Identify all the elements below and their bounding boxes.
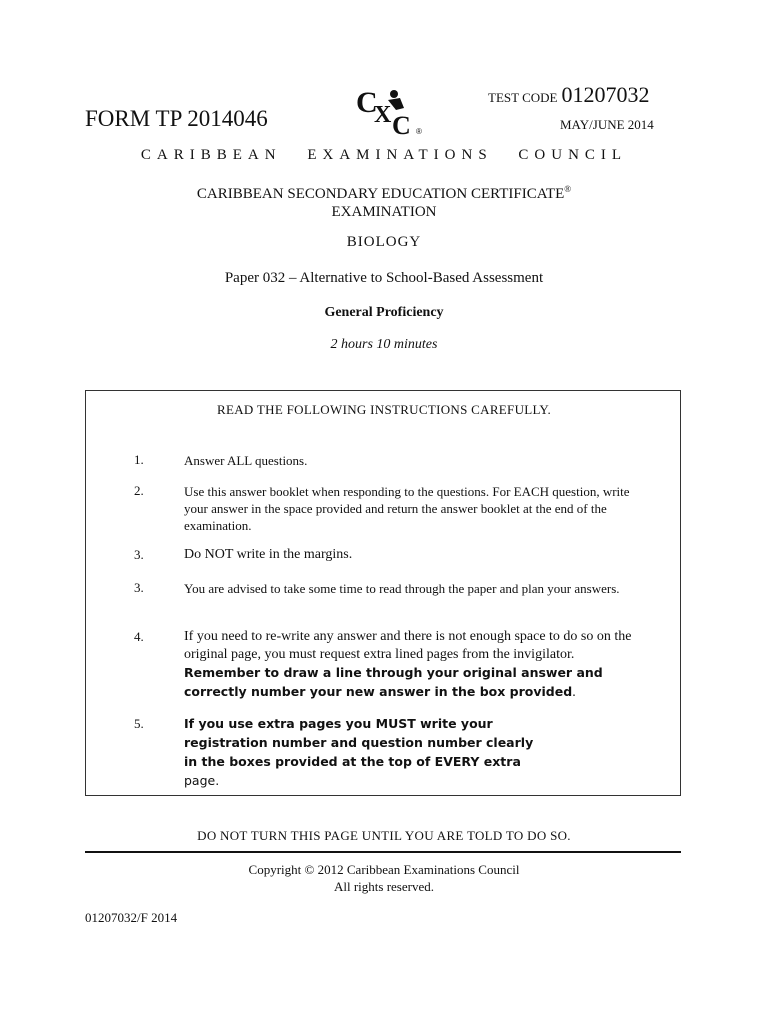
test-code-number: 01207032 [561,82,650,107]
do-not-turn-warning: DO NOT TURN THIS PAGE UNTIL YOU ARE TOLD TO DO SO. [197,828,571,843]
instruction-text: Use this answer booklet when responding to the questions. For EACH question, write your answer in the space provided and return the answer booklet at the end of the examination. [184,484,630,533]
instruction-block [184,628,636,702]
instruction-bold-text: Remember to draw a line through your original answer and correctly number your new answer in the box provided [184,665,603,699]
paper-title: Paper 032 – Alternative to School-Based Assessment [224,270,544,286]
rights-text: All rights reserved. [333,879,434,894]
logo-figure-head [390,90,398,98]
instruction-text: If you need to re-write any answer and there is not enough space to do so on the original page, you must request extra lined pages from the invigilator. [184,629,632,662]
logo-registered-mark: ® [416,127,422,136]
instruction-end: page. [184,773,220,788]
proficiency-level: General Proficiency [324,305,444,320]
registered-mark: ® [564,184,572,194]
instruction-number: 3. [134,547,144,562]
paper-code: 01207032/F 2014 [85,910,178,925]
divider [85,851,681,853]
instruction-number: 2. [134,483,144,498]
exam-date: MAY/JUNE 2014 [560,117,654,132]
instruction-number: 5. [134,716,144,731]
instruction-block [184,715,536,791]
council-name: CARIBBEAN EXAMINATIONS COUNCIL [140,147,628,163]
instruction-text: Answer ALL questions. [184,453,308,468]
instructions-title: READ THE FOLLOWING INSTRUCTIONS CAREFULLY. [216,402,551,417]
instruction-number: 1. [134,452,144,467]
copyright-text: Copyright © 2012 Caribbean Examinations Council [248,862,520,877]
certificate-line-2: EXAMINATION [331,204,437,220]
instruction-text: You are advised to take some time to read through the paper and plan your answers. [184,581,620,596]
instruction-bold-text: If you use extra pages you MUST write your registration number and question number clearly in the boxes provided at the top of EVERY extra [184,716,534,769]
logo-letter-x: X [374,102,392,128]
cxc-logo [354,84,434,140]
logo-letter-c1: C [356,86,378,119]
test-code [488,82,649,108]
certificate-line-1: CARIBBEAN SECONDARY EDUCATION CERTIFICATE [196,186,565,202]
instruction-number: 4. [134,629,144,644]
subject-title: BIOLOGY [346,234,422,250]
copyright-notice [0,861,768,895]
exam-duration: 2 hours 10 minutes [330,337,438,352]
form-number: FORM TP 2014046 [85,106,268,131]
logo-letter-c2: C [392,111,411,140]
certificate-title [0,180,768,221]
instruction-end: . [572,685,576,700]
instruction-number: 3. [134,580,144,595]
instruction-text: Do NOT write in the margins. [184,547,353,562]
test-code-label: TEST CODE [488,90,558,105]
